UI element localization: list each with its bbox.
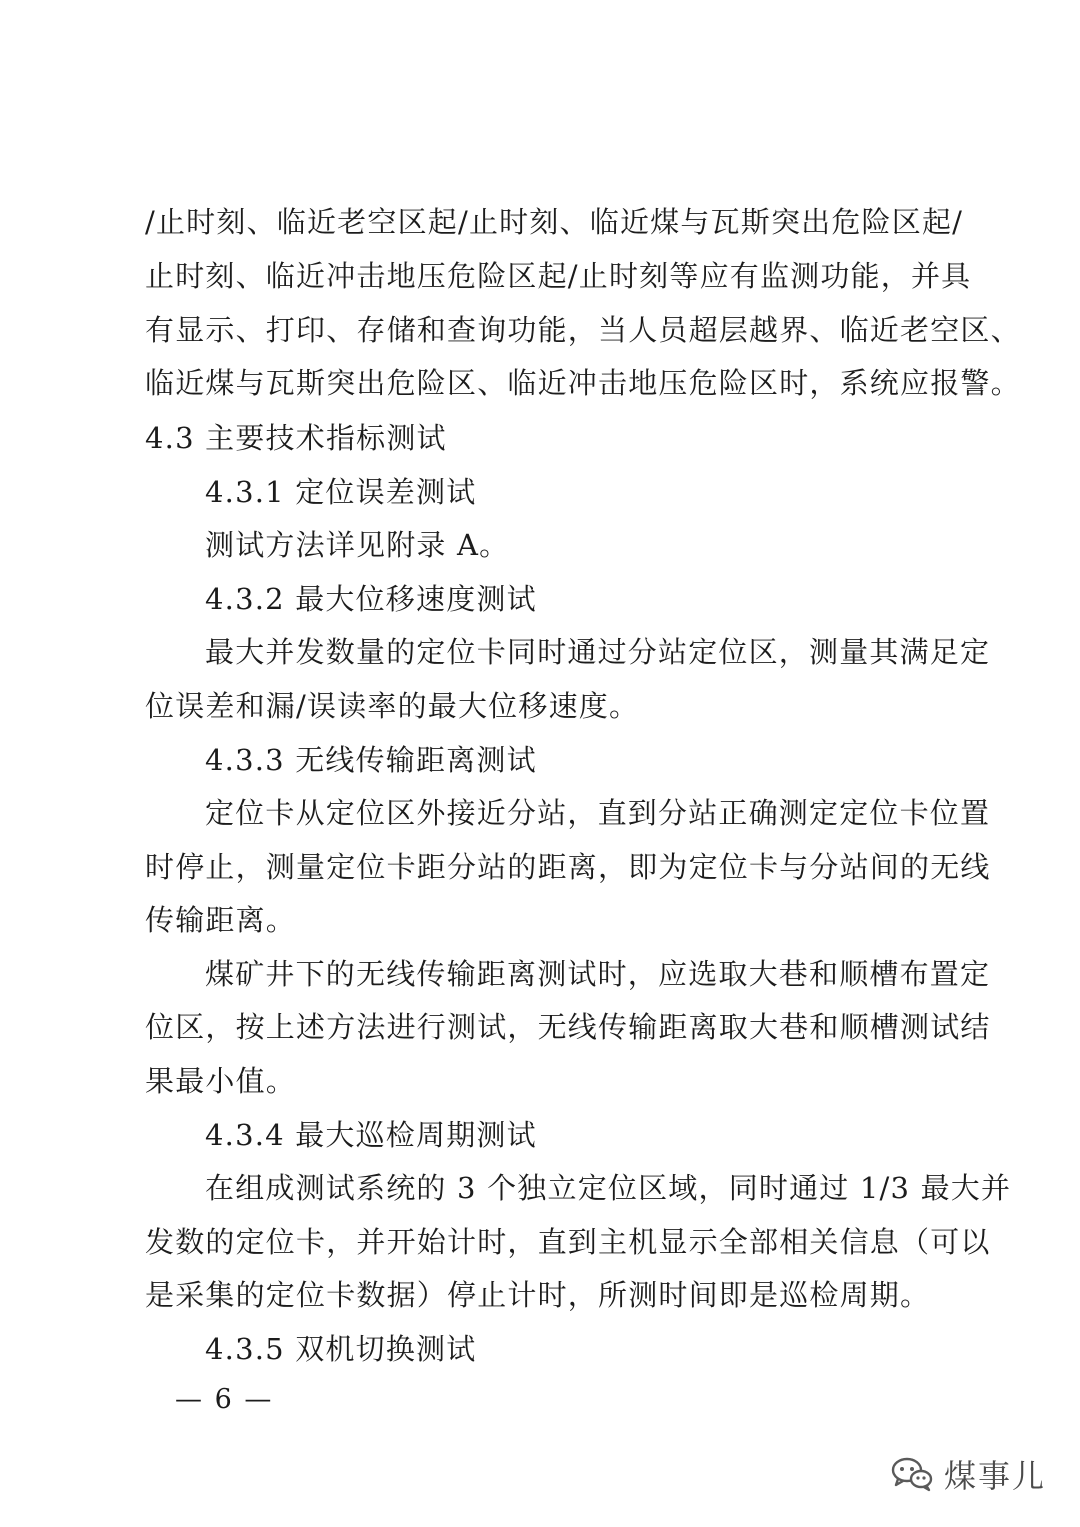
paragraph-line: 是采集的定位卡数据）停止计时，所测时间即是巡检周期。 [145,1278,931,1312]
paragraph-line: 传输距离。 [145,903,297,937]
subsection-heading-4-3-5: 4.3.5 双机切换测试 [205,1332,477,1366]
subsection-heading-4-3-3: 4.3.3 无线传输距离测试 [205,743,537,777]
paragraph-line: 测试方法详见附录 A。 [205,528,510,562]
paragraph-line: 果最小值。 [145,1064,297,1098]
paragraph-line: 有显示、打印、存储和查询功能，当人员超层越界、临近老空区、 [145,313,1021,347]
watermark-text: 煤事儿 [943,1457,1046,1495]
paragraph-line: 在组成测试系统的 3 个独立定位区域，同时通过 1/3 最大并 [205,1171,1012,1205]
paragraph-line: 止时刻、临近冲击地压危险区起/止时刻等应有监测功能，并具 [145,259,972,293]
paragraph-line: 煤矿井下的无线传输距离测试时，应选取大巷和顺槽布置定 [205,957,991,991]
section-heading-4-3: 4.3 主要技术指标测试 [145,421,447,455]
paragraph-line: 位区，按上述方法进行测试，无线传输距离取大巷和顺槽测试结 [145,1010,991,1044]
paragraph-line: 发数的定位卡，并开始计时，直到主机显示全部相关信息（可以 [145,1225,991,1259]
paragraph-line: 时停止，测量定位卡距分站的距离，即为定位卡与分站间的无线 [145,850,991,884]
paragraph-line: 定位卡从定位区外接近分站，直到分站正确测定定位卡位置 [205,796,991,830]
subsection-heading-4-3-4: 4.3.4 最大巡检周期测试 [205,1118,537,1152]
watermark [890,1452,1046,1496]
subsection-heading-4-3-2: 4.3.2 最大位移速度测试 [205,582,537,616]
paragraph-line: 临近煤与瓦斯突出危险区、临近冲击地压危险区时，系统应报警。 [145,366,1021,400]
page-number: — 6 — [175,1384,274,1415]
paragraph-line: 最大并发数量的定位卡同时通过分站定位区，测量其满足定 [205,635,991,669]
wechat-official-account-icon [890,1455,934,1493]
paragraph-line: /止时刻、临近老空区起/止时刻、临近煤与瓦斯突出危险区起/ [145,205,964,239]
subsection-heading-4-3-1: 4.3.1 定位误差测试 [205,475,477,509]
paragraph-line: 位误差和漏/误读率的最大位移速度。 [145,689,640,723]
